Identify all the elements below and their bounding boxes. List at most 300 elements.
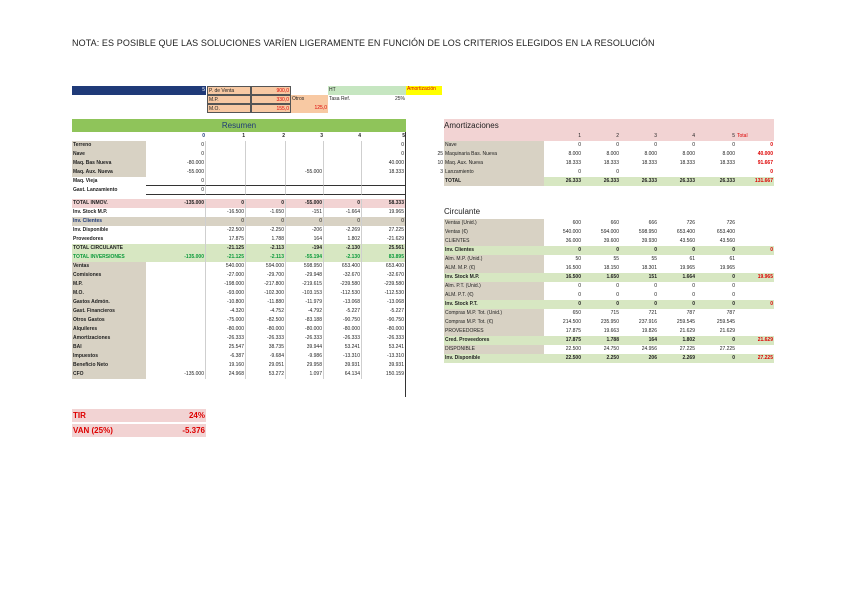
resumen-cell[interactable]: -239.580 <box>362 280 406 289</box>
resumen-cell[interactable]: 0 <box>362 141 406 150</box>
resumen-cell[interactable] <box>146 298 206 307</box>
circ-cell[interactable]: 600 <box>572 220 581 226</box>
resumen-cell[interactable] <box>206 141 246 150</box>
resumen-cell[interactable] <box>146 271 206 280</box>
resumen-cell[interactable]: -13.310 <box>324 352 362 361</box>
circ-cell[interactable]: 1.788 <box>606 337 619 343</box>
resumen-cell[interactable] <box>246 141 286 150</box>
amort-life-cell[interactable] <box>424 177 444 186</box>
resumen-cell[interactable]: -13.068 <box>362 298 406 307</box>
amort-cell[interactable]: 18.333 <box>641 160 657 166</box>
resumen-cell[interactable]: -198.000 <box>206 280 246 289</box>
circ-cell[interactable]: 721 <box>648 310 657 316</box>
resumen-cell[interactable]: 0 <box>246 199 286 208</box>
circ-cell[interactable]: 0 <box>732 247 735 253</box>
circ-total-cell[interactable]: 0 <box>770 301 773 307</box>
circ-cell[interactable]: 0 <box>616 283 619 289</box>
resumen-cell[interactable] <box>206 186 246 195</box>
resumen-cell[interactable]: 653.400 <box>324 262 362 271</box>
circ-cell[interactable]: 39.600 <box>603 238 619 244</box>
resumen-cell[interactable]: -2.113 <box>246 253 286 262</box>
circ-cell[interactable]: 594.000 <box>600 229 619 235</box>
amort-total-cell[interactable]: 91.667 <box>757 160 773 166</box>
circ-cell[interactable]: 0 <box>654 292 657 298</box>
resumen-cell[interactable]: -55.000 <box>286 168 324 177</box>
resumen-cell[interactable]: 18.333 <box>362 168 406 177</box>
resumen-cell[interactable]: 39.944 <box>286 343 324 352</box>
resumen-cell[interactable]: -13.310 <box>362 352 406 361</box>
mp-value[interactable]: 330,0 <box>251 95 291 104</box>
resumen-cell[interactable]: 540.000 <box>206 262 246 271</box>
circ-cell[interactable]: 16.500 <box>565 274 581 280</box>
resumen-cell[interactable] <box>146 235 206 244</box>
circ-total-cell[interactable] <box>736 345 774 354</box>
amort-cell[interactable] <box>620 168 658 177</box>
amort-life-cell[interactable]: 25 <box>437 151 443 157</box>
resumen-cell[interactable] <box>146 316 206 325</box>
circ-cell[interactable]: 0 <box>732 301 735 307</box>
resumen-cell[interactable] <box>286 141 324 150</box>
circ-cell[interactable]: 19.965 <box>679 265 695 271</box>
amort-total-cell[interactable]: 0 <box>770 169 773 175</box>
resumen-cell[interactable] <box>146 343 206 352</box>
tasa-value[interactable]: 25% <box>394 96 405 102</box>
circ-cell[interactable]: 17.875 <box>565 328 581 334</box>
circ-cell[interactable]: 43.560 <box>719 238 735 244</box>
resumen-cell[interactable]: -55.194 <box>286 253 324 262</box>
circ-cell[interactable]: 18.150 <box>603 265 619 271</box>
circ-cell[interactable]: 1.802 <box>682 337 695 343</box>
circ-cell[interactable]: 39.930 <box>641 238 657 244</box>
resumen-cell[interactable]: -21.125 <box>206 253 246 262</box>
circ-cell[interactable]: 61 <box>689 256 695 262</box>
circ-total-cell[interactable] <box>736 327 774 336</box>
resumen-cell[interactable]: 25.561 <box>362 244 406 253</box>
resumen-cell[interactable] <box>246 168 286 177</box>
circ-cell[interactable]: 16.500 <box>565 265 581 271</box>
resumen-cell[interactable]: -11.880 <box>246 298 286 307</box>
resumen-cell[interactable]: -90.750 <box>362 316 406 325</box>
circ-cell[interactable]: 0 <box>578 247 581 253</box>
circ-cell[interactable]: 22.500 <box>565 355 581 361</box>
resumen-row-label: Nave <box>72 150 146 159</box>
resumen-cell[interactable]: -80.000 <box>286 325 324 334</box>
circ-total-cell[interactable] <box>736 228 774 237</box>
amort-total-cell[interactable]: 40.000 <box>757 151 773 157</box>
resumen-cell[interactable] <box>146 217 206 226</box>
resumen-cell[interactable] <box>146 280 206 289</box>
resumen-cell[interactable]: -11.979 <box>286 298 324 307</box>
resumen-cell[interactable]: 38.735 <box>246 343 286 352</box>
amort-cell[interactable]: 18.333 <box>679 160 695 166</box>
circ-cell[interactable]: 653.400 <box>676 229 695 235</box>
amort-total-cell[interactable]: 0 <box>770 142 773 148</box>
resumen-cell[interactable]: -21.125 <box>206 244 246 253</box>
resumen-cell[interactable]: -26.333 <box>324 334 362 343</box>
circ-cell[interactable]: 787 <box>726 310 735 316</box>
circ-cell[interactable]: 0 <box>616 301 619 307</box>
amort-cell[interactable]: 0 <box>692 142 695 148</box>
resumen-cell[interactable] <box>324 159 362 168</box>
amort-cell[interactable] <box>696 168 736 177</box>
resumen-cell[interactable]: -32.670 <box>362 271 406 280</box>
circ-cell[interactable]: 650 <box>572 310 581 316</box>
amort-cell[interactable]: 8.000 <box>568 151 581 157</box>
resumen-cell[interactable]: 53.241 <box>324 343 362 352</box>
resumen-cell[interactable]: -2.113 <box>246 244 286 253</box>
circ-cell[interactable]: 540.000 <box>562 229 581 235</box>
resumen-cell[interactable]: 29.958 <box>286 361 324 370</box>
resumen-cell[interactable] <box>206 177 246 186</box>
resumen-cell[interactable]: 0 <box>146 177 206 186</box>
resumen-cell[interactable]: 0 <box>246 217 286 226</box>
resumen-cell[interactable]: -29.948 <box>286 271 324 280</box>
circ-cell[interactable]: 0 <box>654 283 657 289</box>
resumen-cell[interactable]: 1.097 <box>286 370 324 379</box>
resumen-cell[interactable]: 17.875 <box>206 235 246 244</box>
circ-cell[interactable]: 0 <box>692 247 695 253</box>
resumen-cell[interactable] <box>246 177 286 186</box>
amort-cell[interactable]: 0 <box>578 169 581 175</box>
circ-cell[interactable]: 19.965 <box>719 265 735 271</box>
circ-total-cell[interactable] <box>736 318 774 327</box>
resumen-cell[interactable] <box>246 150 286 159</box>
resumen-cell[interactable] <box>324 186 362 195</box>
resumen-cell[interactable]: 19.160 <box>206 361 246 370</box>
resumen-cell[interactable] <box>362 177 406 186</box>
circ-cell[interactable]: 164 <box>648 337 657 343</box>
resumen-cell[interactable]: 0 <box>206 217 246 226</box>
resumen-cell[interactable]: -16.500 <box>206 208 246 217</box>
circ-cell[interactable]: 715 <box>610 310 619 316</box>
resumen-cell[interactable]: 598.950 <box>286 262 324 271</box>
resumen-cell[interactable]: 1.802 <box>324 235 362 244</box>
resumen-cell[interactable] <box>246 186 286 195</box>
resumen-cell[interactable] <box>286 159 324 168</box>
circ-cell[interactable]: 0 <box>578 292 581 298</box>
circ-total-cell[interactable] <box>736 309 774 318</box>
resumen-cell[interactable]: -80.000 <box>246 325 286 334</box>
resumen-cell[interactable]: -80.000 <box>206 325 246 334</box>
resumen-cell[interactable]: -135.000 <box>146 199 206 208</box>
resumen-row <box>72 244 406 253</box>
mo-value[interactable]: 155,0 <box>251 104 291 113</box>
resumen-cell[interactable] <box>206 159 246 168</box>
resumen-cell[interactable]: -9.986 <box>286 352 324 361</box>
resumen-cell[interactable]: -80.000 <box>146 159 206 168</box>
circ-total-cell[interactable] <box>736 264 774 273</box>
circ-cell[interactable]: 726 <box>686 220 695 226</box>
resumen-cell[interactable]: -194 <box>286 244 324 253</box>
circ-total-cell[interactable]: 19.965 <box>757 274 773 280</box>
resumen-cell[interactable] <box>286 177 324 186</box>
resumen-cell[interactable] <box>324 141 362 150</box>
amort-cell[interactable]: 8.000 <box>644 151 657 157</box>
resumen-cell[interactable]: -5.227 <box>324 307 362 316</box>
resumen-cell[interactable]: -2.269 <box>324 226 362 235</box>
resumen-cell[interactable]: -26.333 <box>206 334 246 343</box>
resumen-cell[interactable]: 40.000 <box>362 159 406 168</box>
resumen-cell[interactable]: -22.500 <box>206 226 246 235</box>
circ-cell[interactable]: 0 <box>732 355 735 361</box>
amort-cell[interactable]: 0 <box>654 142 657 148</box>
resumen-cell[interactable]: 150.159 <box>362 370 406 379</box>
resumen-cell[interactable]: -21.629 <box>362 235 406 244</box>
resumen-cell[interactable]: -4.320 <box>206 307 246 316</box>
circ-total-cell[interactable]: 21.629 <box>757 337 773 343</box>
circ-total-cell[interactable] <box>736 255 774 264</box>
amort-cell[interactable]: 26.333 <box>719 178 735 184</box>
amort-life-cell[interactable]: 3 <box>440 169 443 175</box>
otros-label: Otros <box>291 95 328 104</box>
resumen-cell[interactable]: 0 <box>324 217 362 226</box>
circ-cell[interactable]: 36.000 <box>565 238 581 244</box>
resumen-cell[interactable]: -90.750 <box>324 316 362 325</box>
resumen-cell[interactable]: -4.792 <box>286 307 324 316</box>
resumen-cell[interactable] <box>146 361 206 370</box>
resumen-cell[interactable]: -1.664 <box>324 208 362 217</box>
resumen-cell[interactable] <box>286 150 324 159</box>
resumen-cell[interactable]: 39.931 <box>324 361 362 370</box>
circ-total-cell[interactable] <box>736 282 774 291</box>
circ-cell[interactable]: 235.950 <box>600 319 619 325</box>
resumen-cell[interactable]: 58.333 <box>362 199 406 208</box>
resumen-cell[interactable]: 24.968 <box>206 370 246 379</box>
resumen-cell[interactable]: -2.130 <box>324 253 362 262</box>
circ-cell[interactable]: 21.629 <box>679 328 695 334</box>
circ-cell[interactable]: 0 <box>654 247 657 253</box>
circ-cell[interactable]: 259.545 <box>716 319 735 325</box>
circ-cell[interactable]: 259.545 <box>676 319 695 325</box>
circ-cell[interactable]: 0 <box>732 283 735 289</box>
resumen-cell[interactable]: 594.000 <box>246 262 286 271</box>
amort-year-cell: 5 <box>732 133 735 139</box>
circ-cell[interactable]: 61 <box>729 256 735 262</box>
resumen-cell[interactable]: -82.500 <box>246 316 286 325</box>
resumen-cell[interactable]: -80.000 <box>324 325 362 334</box>
circ-total-cell[interactable] <box>736 219 774 228</box>
resumen-cell[interactable]: -9.684 <box>246 352 286 361</box>
resumen-cell[interactable]: 0 <box>324 199 362 208</box>
resumen-cell[interactable]: 1.788 <box>246 235 286 244</box>
circ-cell[interactable]: 0 <box>578 283 581 289</box>
circ-total-cell[interactable] <box>736 237 774 246</box>
amort-cell[interactable]: 0 <box>578 142 581 148</box>
resumen-cell[interactable]: -206 <box>286 226 324 235</box>
resumen-cell[interactable]: 53.241 <box>362 343 406 352</box>
amort-cell[interactable]: 0 <box>732 142 735 148</box>
amort-cell[interactable]: 26.333 <box>603 178 619 184</box>
resumen-cell[interactable]: 164 <box>286 235 324 244</box>
resumen-cell[interactable] <box>146 352 206 361</box>
circ-cell[interactable]: 22.500 <box>565 346 581 352</box>
amort-cell[interactable]: 26.333 <box>565 178 581 184</box>
resumen-cell[interactable]: -239.580 <box>324 280 362 289</box>
resumen-cell[interactable]: 53.272 <box>246 370 286 379</box>
resumen-cell[interactable]: 0 <box>146 186 206 195</box>
circ-total-cell[interactable]: 0 <box>770 247 773 253</box>
resumen-cell[interactable]: -26.333 <box>286 334 324 343</box>
resumen-cell[interactable] <box>324 150 362 159</box>
resumen-cell[interactable] <box>286 186 324 195</box>
resumen-cell[interactable] <box>146 244 206 253</box>
circ-cell[interactable]: 19.663 <box>603 328 619 334</box>
circ-cell[interactable]: 24.750 <box>603 346 619 352</box>
resumen-cell[interactable]: -55.000 <box>146 168 206 177</box>
circ-cell[interactable]: 237.916 <box>638 319 657 325</box>
van-value[interactable]: -5.376 <box>182 426 205 435</box>
circ-cell[interactable]: 0 <box>692 292 695 298</box>
circ-cell[interactable]: 0 <box>692 301 695 307</box>
resumen-cell[interactable] <box>362 186 406 195</box>
circ-title: Circulante <box>444 207 481 216</box>
circ-cell[interactable]: 666 <box>648 220 657 226</box>
resumen-cell[interactable]: -5.227 <box>362 307 406 316</box>
resumen-cell[interactable]: -219.615 <box>286 280 324 289</box>
resumen-cell[interactable] <box>206 150 246 159</box>
resumen-cell[interactable]: -103.153 <box>286 289 324 298</box>
resumen-cell[interactable]: 0 <box>286 217 324 226</box>
resumen-cell[interactable]: -1.650 <box>246 208 286 217</box>
resumen-cell[interactable]: -83.188 <box>286 316 324 325</box>
amort-life-cell[interactable]: 10 <box>437 160 443 166</box>
circ-cell[interactable]: 27.225 <box>679 346 695 352</box>
resumen-cell[interactable]: -2.130 <box>324 244 362 253</box>
circ-cell[interactable]: 726 <box>726 220 735 226</box>
circ-cell[interactable]: 21.629 <box>719 328 735 334</box>
amort-cell[interactable]: 18.333 <box>565 160 581 166</box>
amort-cell[interactable] <box>658 168 696 177</box>
circ-cell[interactable]: 1.664 <box>682 274 695 280</box>
tir-value[interactable]: 24% <box>188 411 205 420</box>
circ-cell[interactable]: 653.400 <box>716 229 735 235</box>
resumen-cell[interactable]: -32.670 <box>324 271 362 280</box>
resumen-cell[interactable] <box>146 226 206 235</box>
resumen-cell[interactable] <box>146 262 206 271</box>
amort-cell[interactable]: 8.000 <box>722 151 735 157</box>
circ-cell[interactable]: 0 <box>732 274 735 280</box>
resumen-cell[interactable]: 27.225 <box>362 226 406 235</box>
circ-cell[interactable]: 19.826 <box>641 328 657 334</box>
circ-cell[interactable]: 17.875 <box>565 337 581 343</box>
circ-cell[interactable]: 27.225 <box>719 346 735 352</box>
resumen-cell[interactable]: -112.530 <box>324 289 362 298</box>
resumen-cell[interactable]: -217.800 <box>246 280 286 289</box>
resumen-cell[interactable]: -135.000 <box>146 370 206 379</box>
resumen-cell[interactable]: -13.068 <box>324 298 362 307</box>
circ-cell[interactable]: 18.301 <box>641 265 657 271</box>
mo-extra[interactable]: 125,0 <box>291 104 328 113</box>
resumen-cell[interactable]: 19.965 <box>362 208 406 217</box>
resumen-cell[interactable]: -135.000 <box>146 253 206 262</box>
resumen-cell[interactable]: 25.547 <box>206 343 246 352</box>
resumen-cell[interactable]: 0 <box>362 217 406 226</box>
circ-cell[interactable]: 0 <box>732 292 735 298</box>
circ-cell[interactable]: 43.560 <box>679 238 695 244</box>
resumen-cell[interactable]: -80.000 <box>362 325 406 334</box>
resumen-cell[interactable] <box>146 334 206 343</box>
circ-cell[interactable]: 55 <box>651 256 657 262</box>
resumen-cell[interactable]: -55.000 <box>286 199 324 208</box>
resumen-cell[interactable]: -2.250 <box>246 226 286 235</box>
circ-cell[interactable]: 2.269 <box>682 355 695 361</box>
pventa-value[interactable]: 900,0 <box>251 86 291 95</box>
amort-cell[interactable]: 18.333 <box>603 160 619 166</box>
resumen-cell[interactable]: 83.895 <box>362 253 406 262</box>
resumen-cell[interactable]: -6.387 <box>206 352 246 361</box>
circ-total-cell[interactable]: 27.225 <box>757 355 773 361</box>
resumen-cell[interactable]: -151 <box>286 208 324 217</box>
amort-cell[interactable]: 26.333 <box>679 178 695 184</box>
resumen-cell[interactable] <box>146 325 206 334</box>
resumen-cell[interactable] <box>146 307 206 316</box>
resumen-cell[interactable] <box>324 177 362 186</box>
amort-total-cell[interactable]: 131.667 <box>754 178 773 184</box>
circ-cell[interactable]: 24.956 <box>641 346 657 352</box>
resumen-cell[interactable] <box>246 159 286 168</box>
resumen-cell[interactable]: -93.000 <box>206 289 246 298</box>
amort-cell[interactable]: 0 <box>616 142 619 148</box>
amort-cell[interactable]: 8.000 <box>606 151 619 157</box>
resumen-cell[interactable]: -26.333 <box>246 334 286 343</box>
amort-cell[interactable]: 8.000 <box>682 151 695 157</box>
circ-cell[interactable]: 0 <box>692 283 695 289</box>
resumen-cell[interactable]: 0 <box>362 150 406 159</box>
resumen-cell[interactable] <box>206 168 246 177</box>
amort-cell[interactable]: 26.333 <box>641 178 657 184</box>
resumen-cell[interactable]: 29.051 <box>246 361 286 370</box>
resumen-cell[interactable]: -26.333 <box>362 334 406 343</box>
circ-cell[interactable]: 50 <box>575 256 581 262</box>
circ-cell[interactable]: 598.950 <box>638 229 657 235</box>
circ-cell[interactable]: 787 <box>686 310 695 316</box>
resumen-cell[interactable]: 653.400 <box>362 262 406 271</box>
resumen-cell[interactable]: -102.300 <box>246 289 286 298</box>
resumen-cell[interactable]: -29.700 <box>246 271 286 280</box>
amort-life-cell[interactable] <box>424 141 444 150</box>
circ-total-cell[interactable] <box>736 291 774 300</box>
circ-cell[interactable]: 0 <box>578 301 581 307</box>
resumen-cell[interactable] <box>146 208 206 217</box>
circ-cell[interactable]: 0 <box>654 301 657 307</box>
resumen-cell[interactable]: 0 <box>146 141 206 150</box>
amort-cell[interactable]: 18.333 <box>719 160 735 166</box>
resumen-cell[interactable] <box>324 168 362 177</box>
circ-cell[interactable]: 0 <box>616 292 619 298</box>
circ-cell[interactable]: 55 <box>613 256 619 262</box>
circ-cell[interactable]: 151 <box>648 274 657 280</box>
resumen-cell[interactable]: -10.800 <box>206 298 246 307</box>
resumen-cell[interactable]: -75.000 <box>206 316 246 325</box>
resumen-cell[interactable]: -27.000 <box>206 271 246 280</box>
circ-cell[interactable]: 0 <box>732 337 735 343</box>
resumen-cell[interactable]: 64.134 <box>324 370 362 379</box>
resumen-cell[interactable]: 0 <box>146 150 206 159</box>
circ-cell[interactable]: 214.500 <box>562 319 581 325</box>
circ-cell[interactable]: 660 <box>610 220 619 226</box>
resumen-cell[interactable] <box>146 289 206 298</box>
resumen-cell[interactable]: -112.530 <box>362 289 406 298</box>
circ-cell[interactable]: 206 <box>648 355 657 361</box>
circ-cell[interactable]: 0 <box>616 247 619 253</box>
amort-cell[interactable]: 0 <box>616 169 619 175</box>
resumen-cell[interactable]: -4.752 <box>246 307 286 316</box>
circ-cell[interactable]: 1.650 <box>606 274 619 280</box>
resumen-cell[interactable]: 0 <box>206 199 246 208</box>
ht-value-cell[interactable]: 5 <box>72 86 206 95</box>
circ-cell[interactable]: 2.250 <box>606 355 619 361</box>
resumen-cell[interactable]: 39.931 <box>362 361 406 370</box>
